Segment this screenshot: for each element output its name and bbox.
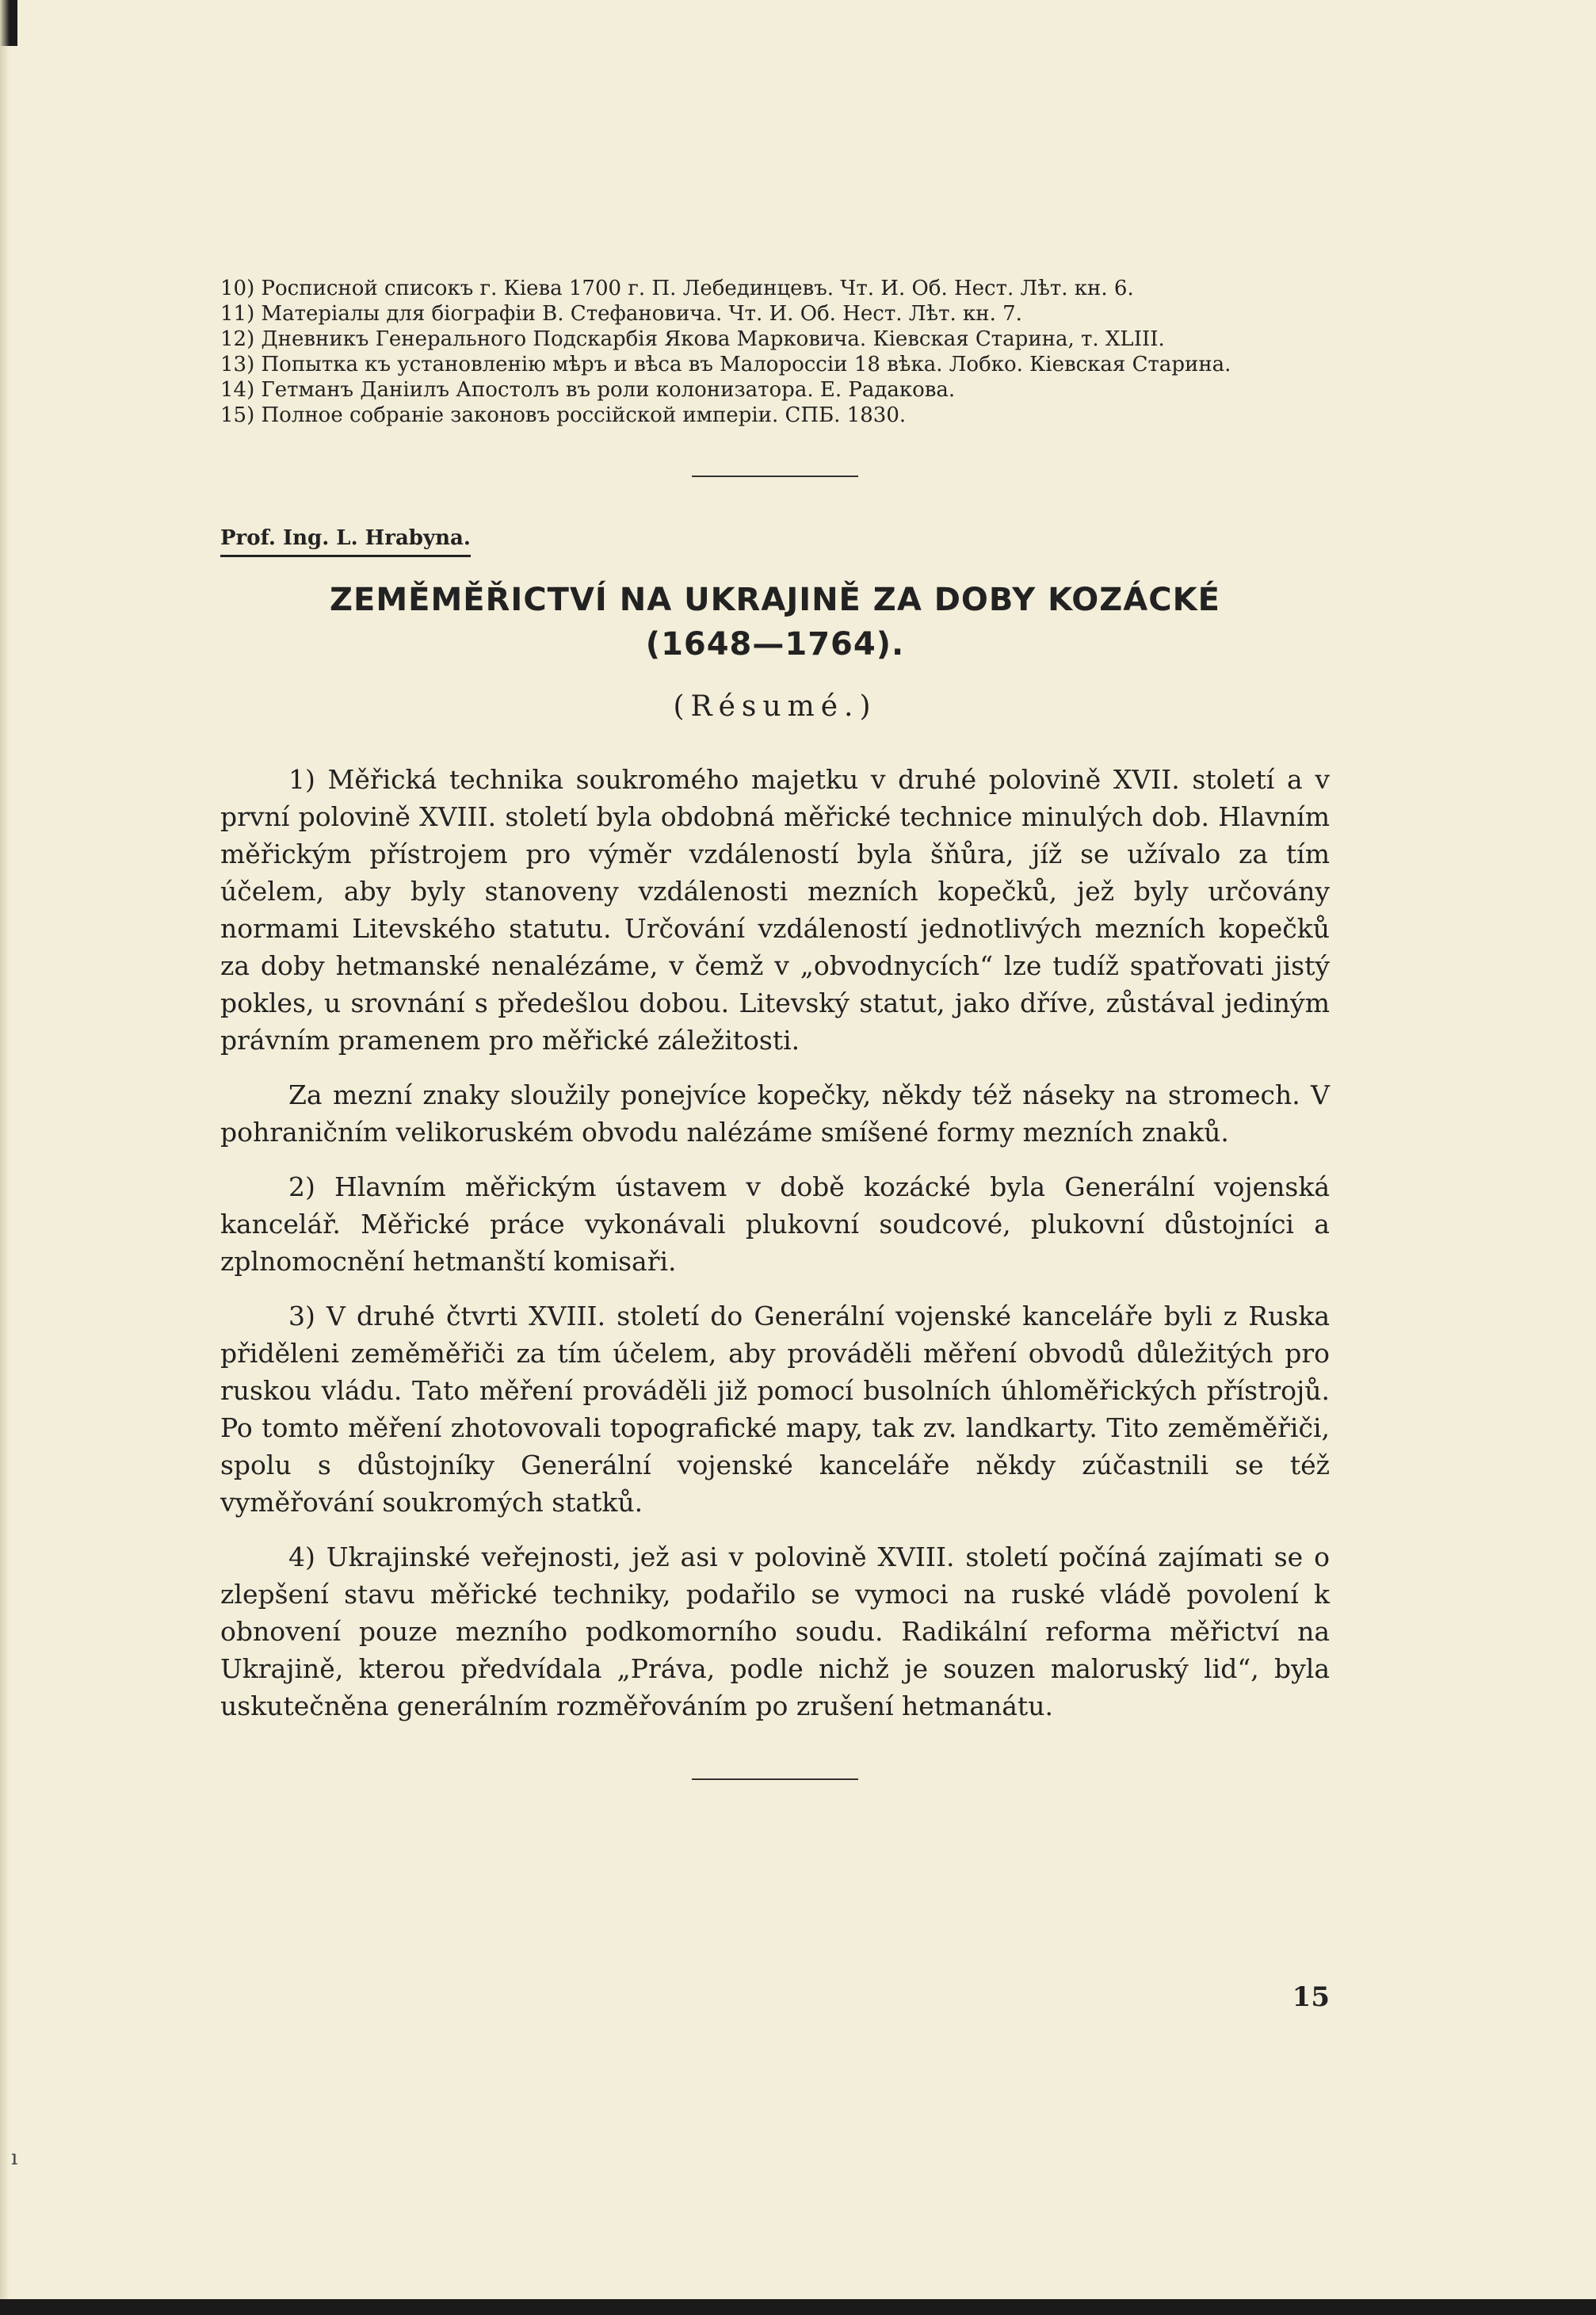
body-paragraph: 3) V druhé čtvrti XVIII. století do Generální vojenské kanceláře byli z Ruska přiděleni zeměměřiči za tím účelem, aby prováděli měření obvodů důležitých pro ruskou vládu. Tato měření prováděli již pomocí busolních úhloměřických přístrojů. Po tomto měření zhotovovali topografické mapy, tak zv. landkarty. Tito zeměměřiči, spolu s důstojníky Generální vojenské kanceláře někdy zúčastnili se též vyměřování soukromých statků. <box>220 1301 1330 1518</box>
reference-number: 13) <box>220 353 255 376</box>
reference-text: Росписной списокъ г. Кіева 1700 г. П. Лебединцевъ. Чт. И. Об. Нест. Лѣт. кн. 6. <box>261 277 1134 300</box>
scan-bottom-edge <box>0 2299 1596 2315</box>
reference-item <box>220 301 1330 327</box>
section-divider <box>692 476 858 477</box>
reference-item <box>220 403 1330 428</box>
reference-item <box>220 352 1330 377</box>
reference-number: 12) <box>220 327 255 351</box>
body-paragraph: 2) Hlavním měřickým ústavem v době kozácké byla Generální vojenská kancelář. Měřické práce vykonávali plukovní soudcové, plukovní důstojníci a zplnomocnění hetmanští komisaři. <box>220 1171 1330 1277</box>
reference-text: Матеріалы для біографіи В. Стефановича. Чт. И. Об. Нест. Лѣт. кн. 7. <box>261 302 1022 326</box>
reference-item <box>220 327 1330 352</box>
article-author: Prof. Ing. L. Hrabyna. <box>220 526 471 557</box>
body-paragraph: Za mezní znaky sloužily ponejvíce kopečky, někdy též náseky na stromech. V pohraničním velikoruském obvodu nalézáme smíšené formy mezních znaků. <box>220 1079 1330 1148</box>
reference-list <box>220 276 1330 428</box>
reference-text: Дневникъ Генерального Подскарбія Якова Марковича. Кіевская Старина, т. XLIII. <box>261 327 1165 351</box>
page-number: 15 <box>1292 1981 1330 2013</box>
article-title <box>220 578 1330 667</box>
reference-text: Полное собраніе законовъ россійской имперіи. СПБ. 1830. <box>261 403 907 427</box>
page-edge-shadow <box>0 0 10 2315</box>
reference-item <box>220 377 1330 403</box>
resume-label: (Résumé.) <box>673 690 877 723</box>
reference-number: 11) <box>220 302 255 326</box>
reference-text: Попытка къ установленію мѣръ и вѣса въ Малороссіи 18 вѣка. Лобко. Кіевская Старина. <box>261 353 1231 376</box>
reference-number: 14) <box>220 378 255 402</box>
reference-number: 15) <box>220 403 255 427</box>
reference-number: 10) <box>220 277 255 300</box>
article-title-line2: (1648—1764). <box>645 626 905 663</box>
margin-mark: ı <box>11 2146 18 2170</box>
page-content <box>220 276 1330 1780</box>
article-title-line1: ZEMĚMĚŘICTVÍ NA UKRAJINĚ ZA DOBY KOZÁCKÉ <box>330 582 1220 618</box>
reference-item <box>220 276 1330 301</box>
section-divider <box>692 1778 858 1780</box>
reference-text: Гетманъ Даніилъ Апостолъ въ роли колонизатора. Е. Радакова. <box>261 378 956 402</box>
body-paragraph: 4) Ukrajinské veřejnosti, jež asi v polovině XVIII. století počíná zajímati se o zlepšení stavu měřické techniky, podařilo se vymoci na ruské vládě povolení k obnovení pouze mezního podkomorního soudu. Radikální reforma měřictví na Ukrajině, kterou předvídala „Práva, podle nichž je souzen maloruský lid“, byla uskutečněna generálním rozměřováním po zrušení hetmanátu. <box>220 1541 1330 1721</box>
body-paragraph: 1) Měřická technika soukromého majetku v druhé polovině XVII. století a v první polovině XVIII. století byla obdobná měřické technice minulých dob. Hlavním měřickým přístrojem pro výměr vzdáleností byla šňůra, jíž se užívalo za tím účelem, aby byly stanoveny vzdálenosti mezních kopečků, jež byly určovány normami Litevského statutu. Určování vzdáleností jednotlivých mezních kopečků za doby hetmanské nenalézáme, v čemž v „obvodnycích“ lze tudíž spatřovati jistý pokles, u srovnání s předešlou dobou. Litevský statut, jako dříve, zůstával jediným právním pramenem pro měřické záležitosti. <box>220 764 1330 1056</box>
